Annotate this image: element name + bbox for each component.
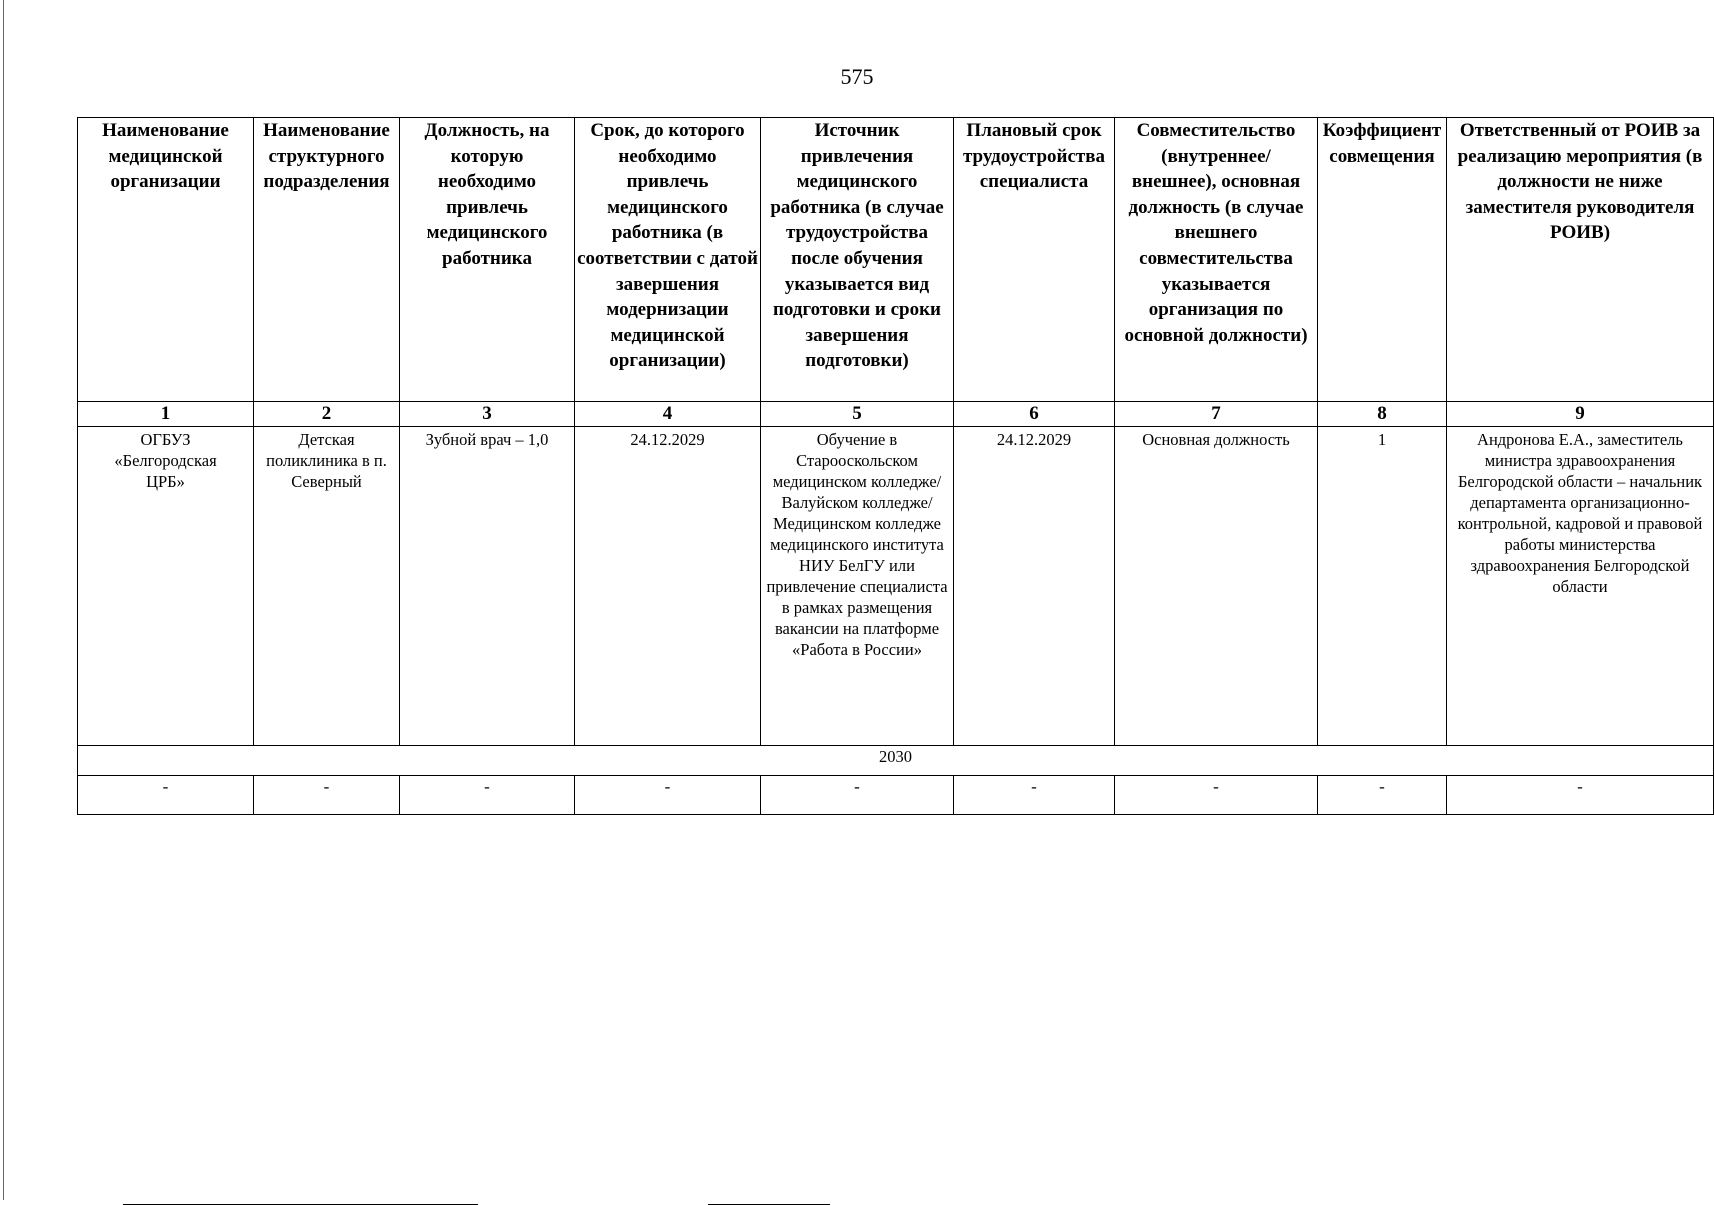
cell-text: 24.12.2029 xyxy=(630,430,705,449)
empty-cell: - xyxy=(254,776,400,815)
empty-cell: - xyxy=(575,776,761,815)
column-number: 2 xyxy=(254,402,400,427)
cell-planned-date xyxy=(954,427,1115,746)
column-number: 8 xyxy=(1318,402,1447,427)
cell-combination xyxy=(1115,427,1318,746)
cell-position xyxy=(400,427,575,746)
cell-text: Зубной врач – 1,0 xyxy=(425,430,549,449)
column-number: 5 xyxy=(761,402,954,427)
cell-source xyxy=(761,427,954,746)
empty-cell: - xyxy=(954,776,1115,815)
cell-text: Основная должность xyxy=(1142,430,1290,449)
header-cell-deadline: Срок, до которого необходимо привлечь медицинского работника (в соответствии с датой завершения модернизации медицинской организации) xyxy=(575,118,761,402)
empty-cell: - xyxy=(400,776,575,815)
empty-row xyxy=(78,776,1714,815)
column-number: 1 xyxy=(78,402,254,427)
cell-text: ОГБУЗ «Белгородская ЦРБ» xyxy=(114,430,217,491)
header-cell-combination: Совместительство (внутреннее/ внешнее), основная должность (в случае внешнего совместительства указывается организация по основной должности) xyxy=(1115,118,1318,402)
page-number: 575 xyxy=(840,64,874,89)
empty-cell: - xyxy=(1447,776,1714,815)
column-number: 7 xyxy=(1115,402,1318,427)
column-number: 9 xyxy=(1447,402,1714,427)
table-header-row xyxy=(78,118,1714,402)
staffing-plan-table xyxy=(77,117,1714,815)
empty-cell: - xyxy=(1115,776,1318,815)
empty-cell: - xyxy=(1318,776,1447,815)
column-number: 6 xyxy=(954,402,1115,427)
empty-cell: - xyxy=(761,776,954,815)
header-cell-responsible: Ответственный от РОИВ за реализацию мероприятия (в должности не ниже заместителя руководителя РОИВ) xyxy=(1447,118,1714,402)
cell-text: Обучение в Старооскольском медицинском колледже/Валуйском колледже/ Медицинском колледже медицинского института НИУ БелГУ или привлечение специалиста в рамках размещения вакансии на платформе «Работа в России» xyxy=(766,430,948,659)
cell-text: 24.12.2029 xyxy=(996,430,1072,449)
cell-responsible xyxy=(1447,427,1714,746)
cell-text: Андронова Е.А., заместитель министра здравоохранения Белгородской области – начальник департамента организационно-контрольной, кадровой и правовой работы министерства здравоохранения Белгородской области xyxy=(1457,430,1703,596)
cell-coefficient xyxy=(1318,427,1447,746)
cell-organization xyxy=(78,427,254,746)
header-cell-coefficient: Коэффициент совмещения xyxy=(1318,118,1447,402)
column-number: 3 xyxy=(400,402,575,427)
cell-text: 1 xyxy=(1377,430,1387,449)
empty-cell: - xyxy=(78,776,254,815)
header-cell-organization: Наименование медицинской организации xyxy=(78,118,254,402)
page-edge-line xyxy=(3,0,4,1200)
header-cell-position: Должность, на которую необходимо привлечь медицинского работника xyxy=(400,118,575,402)
cell-deadline xyxy=(575,427,761,746)
column-number-row xyxy=(78,402,1714,427)
column-number: 4 xyxy=(575,402,761,427)
cell-department xyxy=(254,427,400,746)
header-cell-source: Источник привлечения медицинского работника (в случае трудоустройства после обучения указывается вид подготовки и сроки завершения подготовки) xyxy=(761,118,954,402)
header-cell-planned-date: Плановый срок трудоустройства специалиста xyxy=(954,118,1115,402)
table-row xyxy=(78,427,1714,746)
year-cell: 2030 xyxy=(78,746,1714,776)
cell-text: Детская поликлиника в п. Северный xyxy=(266,430,387,491)
year-row xyxy=(78,746,1714,776)
header-cell-department: Наименование структурного подразделения xyxy=(254,118,400,402)
